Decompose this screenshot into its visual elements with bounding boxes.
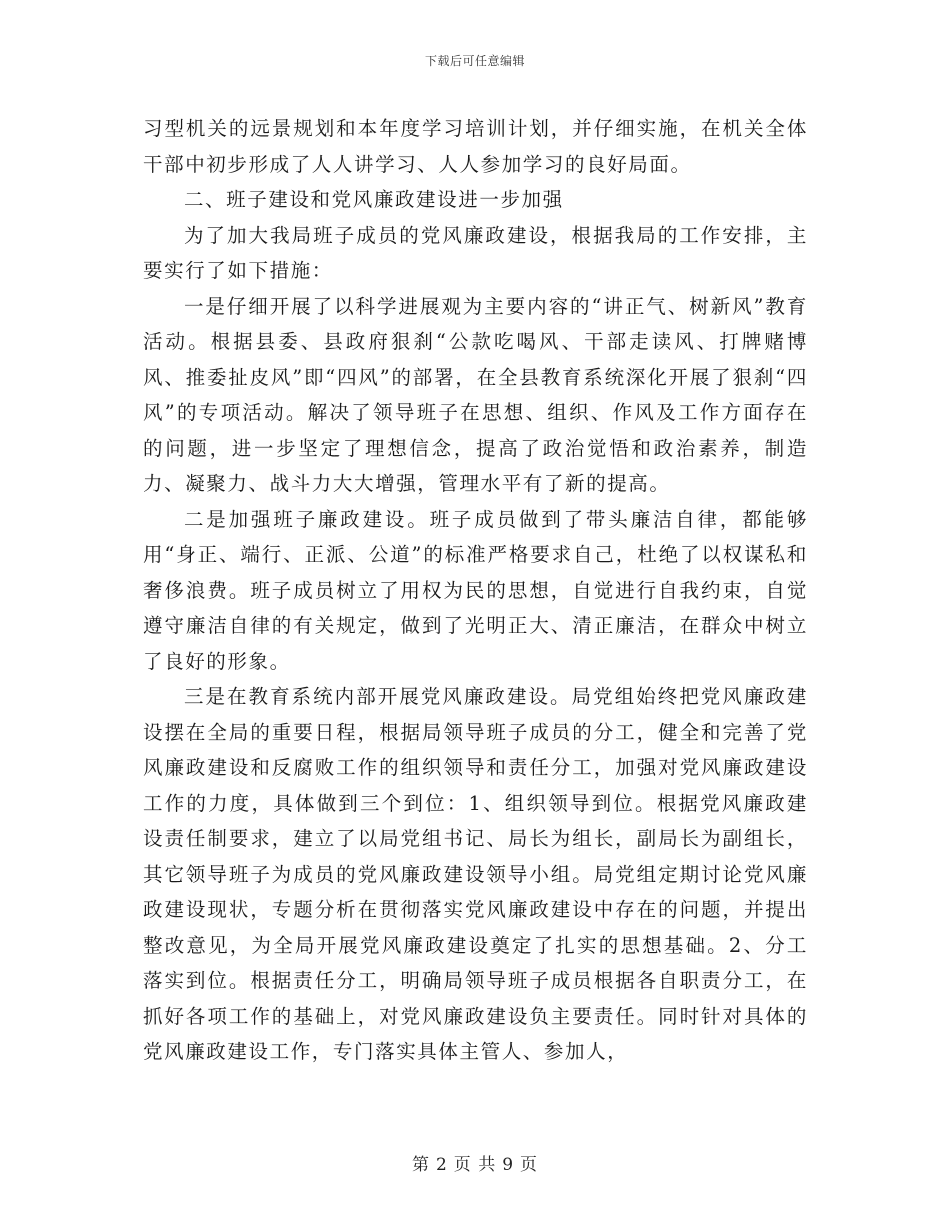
footer-prefix: 第 (411, 1155, 430, 1175)
paragraph-measure-two: 二是加强班子廉政建设。班子成员做到了带头廉洁自律，都能够用“身正、端行、正派、公道”的标准严格要求自己，杜绝了以权谋私和奢侈浪费。班子成员树立了用权为民的思想，自觉进行自我约束，自觉遵守廉洁自律的有关规定，做到了光明正大、清正廉洁，在群众中树立了良好的形象。 (143, 507, 808, 673)
paragraph-intro: 为了加大我局班子成员的党风廉政建设，根据我局的工作安排，主要实行了如下措施： (143, 223, 808, 282)
footer-middle: 页 共 (453, 1155, 497, 1175)
document-body (143, 111, 808, 1070)
footer-suffix: 页 (520, 1155, 539, 1175)
page-footer (0, 1150, 950, 1175)
paragraph-continuation: 习型机关的远景规划和本年度学习培训计划，并仔细实施，在机关全体干部中初步形成了人人讲学习、人人参加学习的良好局面。 (143, 117, 808, 176)
paragraph-measure-three: 三是在教育系统内部开展党风廉政建设。局党组始终把党风廉政建设摆在全局的重要日程，根据局领导班子成员的分工，健全和完善了党风廉政建设和反腐败工作的组织领导和责任分工，加强对党风廉政建设工作的力度，具体做到三个到位：1、组织领导到位。根据党风廉政建设责任制要求，建立了以局党组书记、局长为组长，副局长为副组长，其它领导班子为成员的党风廉政建设领导小组。局党组定期讨论党风廉政建设现状，专题分析在贯彻落实党风廉政建设中存在的问题，并提出整改意见，为全局开展党风廉政建设奠定了扎实的思想基础。2、分工落实到位。根据责任分工，明确局领导班子成员根据各自职责分工，在抓好各项工作的基础上，对党风廉政建设负主要责任。同时针对具体的党风廉政建设工作，专门落实具体主管人、参加人， (143, 685, 808, 1063)
section-heading: 二、班子建设和党风廉政建设进一步加强 (183, 188, 564, 211)
paragraph-measure-one: 一是仔细开展了以科学进展观为主要内容的“讲正气、树新风”教育活动。根据县委、县政府狠刹“公款吃喝风、干部走读风、打牌赌博风、推委扯皮风”即“四风”的部署，在全县教育系统深化开展了狠刹“四风”的专项活动。解决了领导班子在思想、组织、作风及工作方面存在的问题，进一步坚定了理想信念，提高了政治觉悟和政治素养，制造力、凝聚力、战斗力大大增强，管理水平有了新的提高。 (143, 294, 808, 495)
footer-total-pages: 9 (502, 1155, 515, 1175)
page-header-note: 下载后可任意编辑 (424, 54, 525, 68)
footer-current-page: 2 (435, 1155, 448, 1175)
